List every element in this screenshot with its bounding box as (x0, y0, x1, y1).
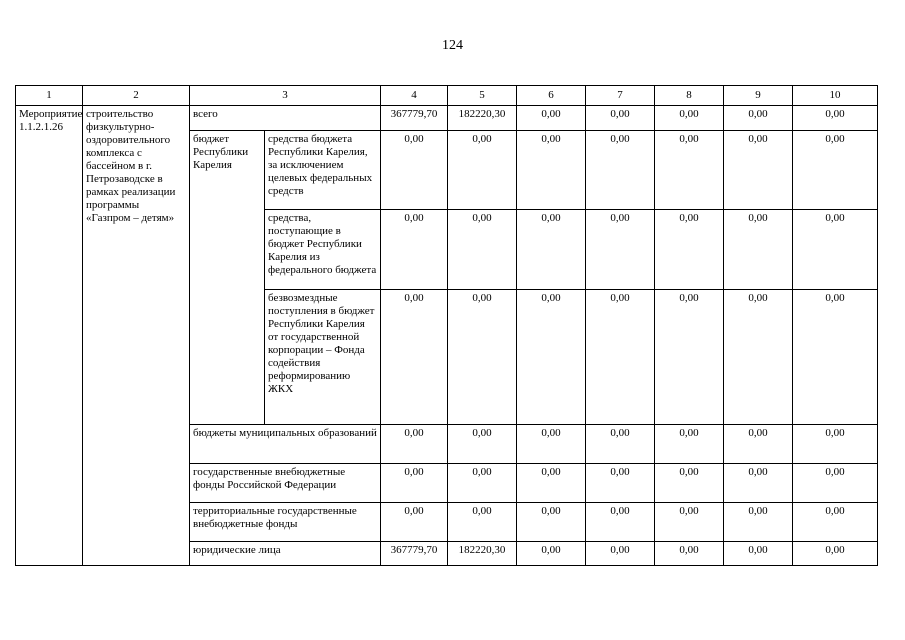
value-cell: 0,00 (381, 210, 448, 290)
row-label: средства бюджета Республики Карелия, за исключением целевых федеральных средств (265, 131, 381, 210)
row-label: всего (190, 106, 381, 131)
value-cell: 0,00 (793, 210, 878, 290)
value-cell: 0,00 (586, 542, 655, 566)
header-cell: 7 (586, 86, 655, 106)
value-cell: 0,00 (448, 210, 517, 290)
value-cell: 0,00 (448, 503, 517, 542)
value-cell: 0,00 (381, 464, 448, 503)
value-cell: 0,00 (586, 290, 655, 425)
value-cell: 0,00 (586, 425, 655, 464)
value-cell: 0,00 (586, 464, 655, 503)
value-cell: 0,00 (655, 106, 724, 131)
value-cell: 0,00 (724, 425, 793, 464)
row-label: юридические лица (190, 542, 381, 566)
value-cell: 0,00 (448, 131, 517, 210)
value-cell: 0,00 (793, 106, 878, 131)
header-cell: 2 (83, 86, 190, 106)
value-cell: 0,00 (793, 290, 878, 425)
row-label: средства, поступающие в бюджет Республики Карелия из федерального бюджета (265, 210, 381, 290)
header-cell: 3 (190, 86, 381, 106)
value-cell: 0,00 (517, 131, 586, 210)
header-cell: 6 (517, 86, 586, 106)
value-cell: 0,00 (517, 503, 586, 542)
value-cell: 0,00 (517, 106, 586, 131)
value-cell: 0,00 (448, 425, 517, 464)
row-label: безвозмездные поступления в бюджет Республики Карелия от государственной корпорации – Фонда содействия реформированию ЖКХ (265, 290, 381, 425)
value-cell: 0,00 (655, 210, 724, 290)
value-cell: 0,00 (381, 425, 448, 464)
header-cell: 9 (724, 86, 793, 106)
header-row (16, 86, 878, 106)
header-cell: 4 (381, 86, 448, 106)
value-cell: 367779,70 (381, 106, 448, 131)
header-cell: 8 (655, 86, 724, 106)
value-cell: 0,00 (655, 464, 724, 503)
value-cell: 0,00 (793, 464, 878, 503)
header-cell: 1 (16, 86, 83, 106)
value-cell: 182220,30 (448, 542, 517, 566)
value-cell: 0,00 (724, 210, 793, 290)
value-cell: 182220,30 (448, 106, 517, 131)
value-cell: 0,00 (724, 542, 793, 566)
table-row (16, 106, 878, 131)
header-cell: 10 (793, 86, 878, 106)
regional-budget-label: бюджет Республики Карелия (190, 131, 265, 425)
value-cell: 0,00 (655, 503, 724, 542)
value-cell: 0,00 (793, 425, 878, 464)
value-cell: 0,00 (586, 503, 655, 542)
value-cell: 0,00 (381, 131, 448, 210)
value-cell: 0,00 (793, 131, 878, 210)
row-label: территориальные государственные внебюджетные фонды (190, 503, 381, 542)
measure-code: Мероприятие 1.1.2.1.26 (16, 106, 83, 566)
value-cell: 0,00 (793, 542, 878, 566)
value-cell: 0,00 (381, 290, 448, 425)
value-cell: 0,00 (381, 503, 448, 542)
value-cell: 0,00 (586, 131, 655, 210)
value-cell: 0,00 (655, 542, 724, 566)
value-cell: 0,00 (724, 131, 793, 210)
value-cell: 0,00 (724, 290, 793, 425)
page-number: 124 (442, 38, 463, 53)
value-cell: 0,00 (517, 210, 586, 290)
value-cell: 0,00 (517, 290, 586, 425)
value-cell: 0,00 (655, 131, 724, 210)
value-cell: 0,00 (724, 464, 793, 503)
measure-name: строительство физкультурно-оздоровительного комплекса с бассейном в г. Петрозаводске в рамках реализации программы «Газпром – детям» (83, 106, 190, 566)
value-cell: 0,00 (724, 106, 793, 131)
value-cell: 0,00 (448, 290, 517, 425)
value-cell: 0,00 (517, 425, 586, 464)
row-label: государственные внебюджетные фонды Российской Федерации (190, 464, 381, 503)
value-cell: 0,00 (655, 425, 724, 464)
value-cell: 0,00 (517, 542, 586, 566)
value-cell: 0,00 (586, 210, 655, 290)
value-cell: 367779,70 (381, 542, 448, 566)
value-cell: 0,00 (517, 464, 586, 503)
value-cell: 0,00 (724, 503, 793, 542)
row-label: бюджеты муниципальных образований (190, 425, 381, 464)
header-cell: 5 (448, 86, 517, 106)
value-cell: 0,00 (586, 106, 655, 131)
value-cell: 0,00 (448, 464, 517, 503)
value-cell: 0,00 (793, 503, 878, 542)
value-cell: 0,00 (655, 290, 724, 425)
budget-table (15, 85, 878, 566)
